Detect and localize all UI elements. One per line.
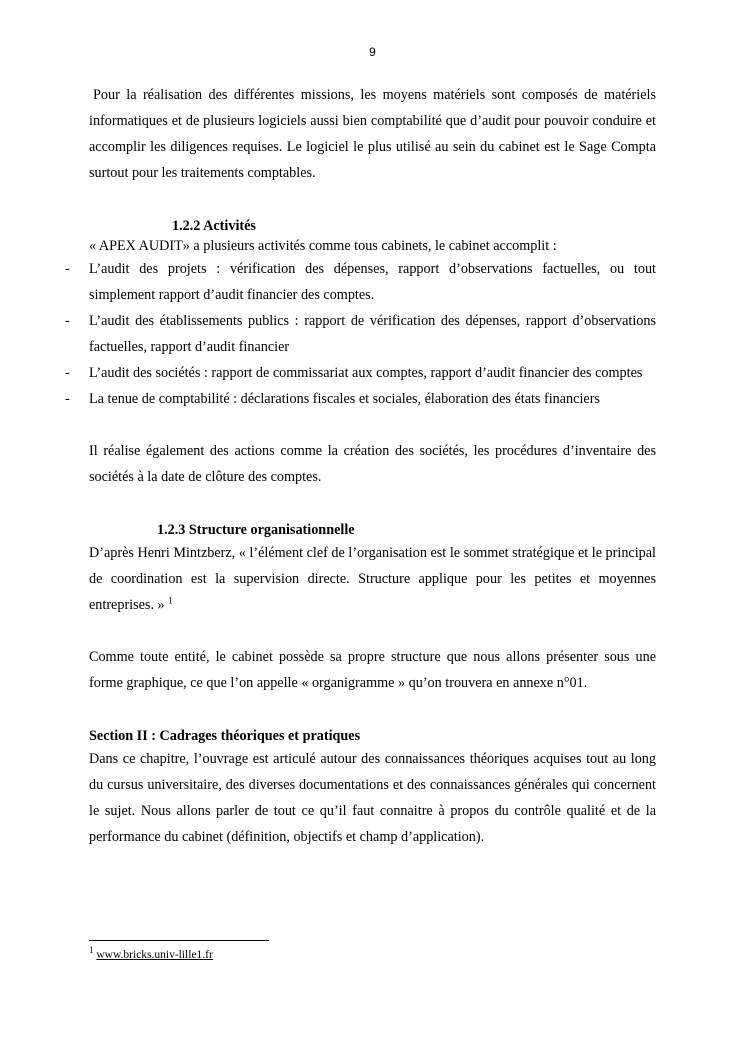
heading-section-two: Section II : Cadrages théoriques et pratiques [89, 728, 361, 744]
activities-list [65, 256, 656, 412]
footnote [89, 945, 213, 961]
structure-quote-text: D’après Henri Mintzberz, « l’élément clef de l’organisation est le sommet stratégique et le principal de coordination est la supervision directe. Structure applique pour les petites et moyennes entreprises. » [89, 545, 656, 613]
structure-quote [89, 540, 656, 618]
footnote-link[interactable]: www.bricks.univ-lille1.fr [96, 949, 213, 961]
section-two-paragraph: Dans ce chapitre, l’ouvrage est articulé autour des connaissances théoriques acquises tout au long du cursus universitaire, des diverses documentations et des connaissances générales qui concernent le sujet. Nous allons parler de tout ce qu’il faut connaitre à propos du contrôle qualité et de la performance du cabinet (définition, objectifs et champ d’application). [89, 751, 656, 845]
activities-intro: « APEX AUDIT» a plusieurs activités comme tous cabinets, le cabinet accomplit : [89, 238, 557, 254]
list-item [65, 256, 656, 308]
list-item-text: La tenue de comptabilité : déclarations fiscales et sociales, élaboration des états financiers [89, 391, 600, 407]
list-bullet: - [65, 261, 70, 277]
page-number: 9 [369, 45, 376, 59]
list-item-text: L’audit des établissements publics : rapport de vérification des dépenses, rapport d’observations factuelles, rapport d’audit financier [89, 313, 656, 355]
footnote-marker: 1 [89, 945, 94, 956]
list-item [65, 386, 656, 412]
list-item [65, 360, 656, 386]
document-body [65, 82, 656, 850]
activities-closing: Il réalise également des actions comme la création des sociétés, les procédures d’inventaire des sociétés à la date de clôture des comptes. [89, 443, 656, 485]
heading-structure: 1.2.3 Structure organisationnelle [157, 522, 355, 538]
list-item-text: L’audit des projets : vérification des dépenses, rapport d’observations factuelles, ou tout simplement rapport d’audit financier des comptes. [89, 261, 656, 303]
list-bullet: - [65, 365, 70, 381]
structure-description: Comme toute entité, le cabinet possède sa propre structure que nous allons présenter sous une forme graphique, ce que l’on appelle « organigramme » qu’on trouvera en annexe n°01. [89, 649, 656, 691]
list-item [65, 308, 656, 360]
footnote-reference[interactable]: 1 [168, 595, 173, 606]
heading-activities: 1.2.2 Activités [172, 218, 256, 234]
footnote-divider [89, 940, 269, 941]
intro-paragraph: Pour la réalisation des différentes missions, les moyens matériels sont composés de matériels informatiques et de plusieurs logiciels aussi bien comptabilité que d’audit pour pouvoir conduire et accomplir les diligences requises. Le logiciel le plus utilisé au sein du cabinet est le Sage Compta surtout pour les traitements comptables. [89, 87, 656, 181]
list-bullet: - [65, 313, 70, 329]
list-bullet: - [65, 391, 70, 407]
list-item-text: L’audit des sociétés : rapport de commissariat aux comptes, rapport d’audit financier des comptes [89, 365, 643, 381]
